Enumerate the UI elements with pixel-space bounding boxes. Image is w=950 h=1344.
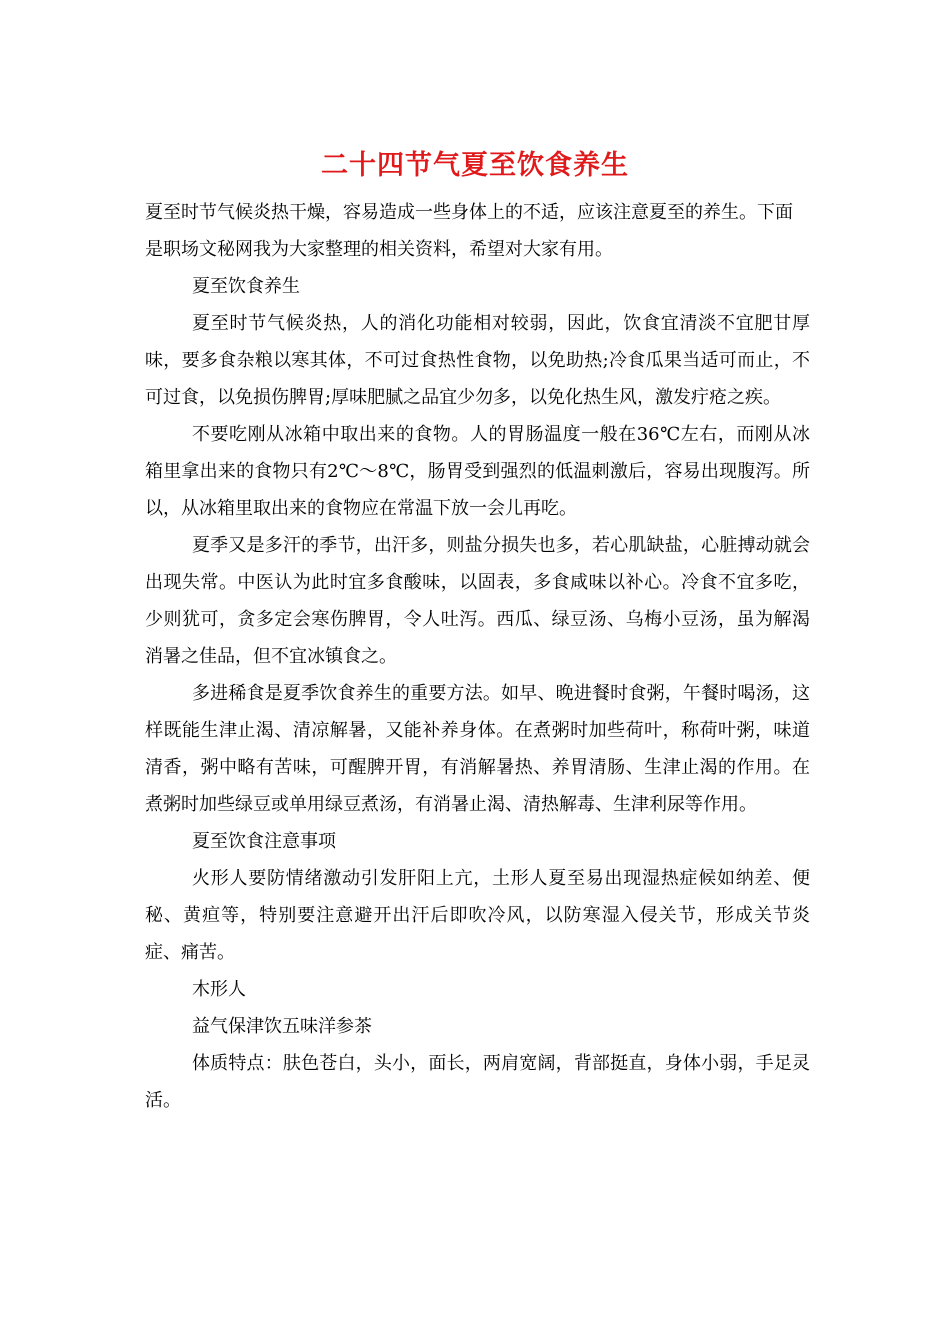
paragraph-fridge-food: 不要吃刚从冰箱中取出来的食物。人的胃肠温度一般在36℃左右，而刚从冰箱里拿出来的食物只有2℃～8℃，肠胃受到强烈的低温刺激后，容易出现腹泻。所以，从冰箱里取出来的食物应在常温下放一会儿再吃。 — [145, 424, 810, 519]
paragraph-digestion: 夏至时节气候炎热，人的消化功能相对较弱，因此，饮食宜清淡不宜肥甘厚味，要多食杂粮以寒其体，不可过食热性食物，以免助热;冷食瓜果当适可而止，不可过食，以免损伤脾胃;厚味肥腻之品宜少勿多，以免化热生风，激发疔疮之疾。 — [145, 313, 810, 408]
section-heading-wood-type: 木形人 — [192, 979, 246, 1000]
paragraph-constitution: 体质特点：肤色苍白，头小，面长，两肩宽阔，背部挺直，身体小弱，手足灵活。 — [145, 1053, 810, 1111]
document-title: 二十四节气夏至饮食养生 — [321, 150, 629, 181]
paragraph-body-types: 火形人要防情绪激动引发肝阳上亢，土形人夏至易出现湿热症候如纳差、便秘、黄疸等，特别要注意避开出汗后即吹冷风，以防寒湿入侵关节，形成关节炎症、痛苦。 — [145, 868, 810, 963]
paragraph-sweat-salt: 夏季又是多汗的季节，出汗多，则盐分损失也多，若心肌缺盐，心脏搏动就会出现失常。中医认为此时宜多食酸味，以固表，多食咸味以补心。冷食不宜多吃，少则犹可，贪多定会寒伤脾胃，令人吐泻。西瓜、绿豆汤、乌梅小豆汤，虽为解渴消暑之佳品，但不宜冰镇食之。 — [145, 535, 810, 667]
section-heading-precautions: 夏至饮食注意事项 — [192, 831, 336, 852]
section-heading-tea: 益气保津饮五味洋参茶 — [192, 1016, 372, 1037]
document-body — [145, 194, 810, 1119]
section-heading-diet: 夏至饮食养生 — [192, 276, 300, 297]
paragraph-porridge: 多进稀食是夏季饮食养生的重要方法。如早、晚进餐时食粥，午餐时喝汤，这样既能生津止渴、清凉解暑，又能补养身体。在煮粥时加些荷叶，称荷叶粥，味道清香，粥中略有苦味，可醒脾开胃，有消解暑热、养胃清肠、生津止渴的作用。在煮粥时加些绿豆或单用绿豆煮汤，有消暑止渴、清热解毒、生津利尿等作用。 — [145, 683, 810, 815]
intro-paragraph: 夏至时节气候炎热干燥，容易造成一些身体上的不适，应该注意夏至的养生。下面是职场文秘网我为大家整理的相关资料，希望对大家有用。 — [145, 202, 793, 260]
